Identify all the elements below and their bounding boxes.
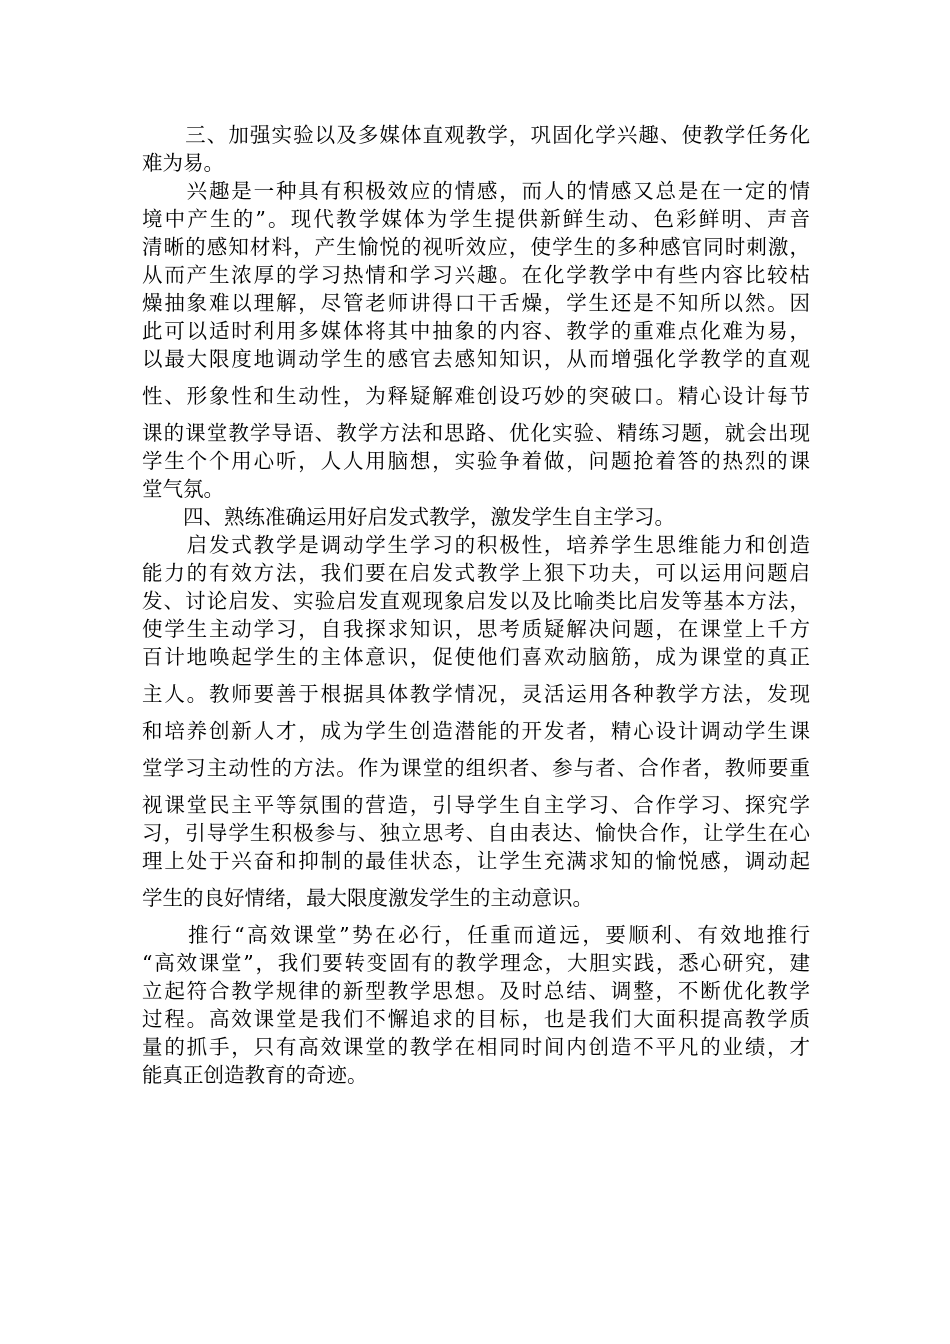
text-line: 过程。高效课堂是我们不懈追求的目标，也是我们大面积提高教学质 <box>142 1007 810 1031</box>
text-line: 习，引导学生积极参与、独立思考、自由表达、愉快合作，让学生在心 <box>142 821 810 845</box>
text-line: 清晰的感知材料，产生愉悦的视听效应，使学生的多种感官同时刺激， <box>142 235 810 259</box>
text-line: 学生的良好情绪，最大限度激发学生的主动意识。 <box>142 886 593 910</box>
text-line: 能真正创造教育的奇迹。 <box>142 1063 368 1087</box>
document-body <box>142 121 810 1089</box>
text-line: 学生个个用心听，人人用脑想，实验争着做，问题抢着答的热烈的课 <box>142 449 810 473</box>
text-line: 难为易。 <box>142 151 224 175</box>
text-line: 理上处于兴奋和抑制的最佳状态，让学生充满求知的愉悦感，调动起 <box>142 849 810 873</box>
text-line: 堂学习主动性的方法。作为课堂的组织者、参与者、合作者，教师要重 <box>142 756 810 780</box>
text-line: 此可以适时利用多媒体将其中抽象的内容、教学的重难点化难为易， <box>142 319 810 343</box>
text-line: 燥抽象难以理解，尽管老师讲得口干舌燥，学生还是不知所以然。因 <box>142 291 810 315</box>
text-line: 能力的有效方法，我们要在启发式教学上狠下功夫，可以运用问题启 <box>142 561 810 585</box>
text-line: 发、讨论启发、实验启发直观现象启发以及比喻类比启发等基本方法， <box>142 589 810 613</box>
text-line: 以最大限度地调动学生的感官去感知知识，从而增强化学教学的直观 <box>142 347 810 371</box>
text-line: 课的课堂教学导语、教学方法和思路、优化实验、精练习题，就会出现 <box>142 421 810 445</box>
text-line: 视课堂民主平等氛围的营造，引导学生自主学习、合作学习、探究学 <box>142 793 810 817</box>
text-line: 量的抓手，只有高效课堂的教学在相同时间内创造不平凡的业绩，才 <box>142 1035 810 1059</box>
text-line: 性、形象性和生动性，为释疑解难创设巧妙的突破口。精心设计每节 <box>142 384 810 408</box>
text-line: 和培养创新人才，成为学生创造潜能的开发者，精心设计调动学生课 <box>142 719 810 743</box>
text-line: 百计地唤起学生的主体意识，促使他们喜欢动脑筋，成为课堂的真正 <box>142 645 810 669</box>
text-line: 三、加强实验以及多媒体直观教学，巩固化学兴趣、使教学任务化 <box>142 123 810 147</box>
text-line: 堂气氛。 <box>142 477 224 501</box>
text-line: 从而产生浓厚的学习热情和学习兴趣。在化学教学中有些内容比较枯 <box>142 263 810 287</box>
text-line: 主人。教师要善于根据具体教学情况，灵活运用各种教学方法，发现 <box>142 682 810 706</box>
text-line: 四、熟练准确运用好启发式教学，激发学生自主学习。 <box>142 505 675 529</box>
text-line: 使学生主动学习，自我探求知识，思考质疑解决问题，在课堂上千方 <box>142 617 810 641</box>
text-line: “高效课堂”，我们要转变固有的教学理念，大胆实践，悉心研究，建 <box>142 951 810 975</box>
text-line: 推行“高效课堂”势在必行，任重而道远，要顺利、有效地推行 <box>142 923 810 947</box>
text-line: 兴趣是一种具有积极效应的情感，而人的情感又总是在一定的情 <box>142 179 810 203</box>
text-line: 立起符合教学规律的新型教学思想。及时总结、调整，不断优化教学 <box>142 979 810 1003</box>
text-line: 启发式教学是调动学生学习的积极性，培养学生思维能力和创造 <box>142 533 810 557</box>
text-line: 境中产生的”。现代教学媒体为学生提供新鲜生动、色彩鲜明、声音 <box>142 207 810 231</box>
